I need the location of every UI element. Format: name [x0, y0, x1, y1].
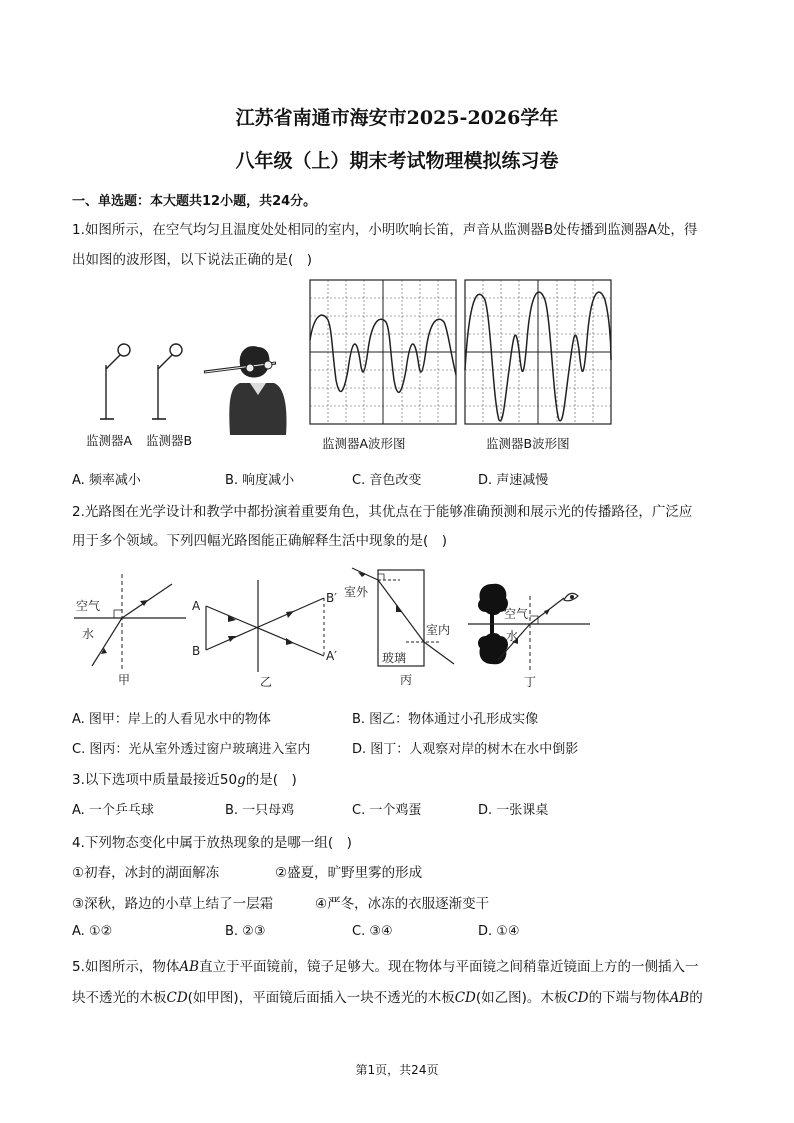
flute-player-icon [204, 346, 287, 435]
bing-outdoor-label: 室外 [344, 585, 369, 599]
waveform-b-chart [465, 280, 612, 425]
q1-option-d[interactable]: D. 声速减慢 [478, 473, 549, 488]
q2-stem-line2: 用于多个领域。下列四幅光路图能正确解释生活中现象的是( ) [72, 533, 448, 549]
label-monitor-b: 监测器B [146, 433, 193, 448]
q5-text: (如甲图)，平面镜后面插入一块不透光的木板 [187, 990, 455, 1006]
q5-stem-line2 [72, 986, 703, 1006]
q5-text: (如乙图)。木板 [475, 990, 568, 1006]
label-monitor-a: 监测器A [86, 433, 133, 448]
q2-option-a[interactable]: A. 图甲：岸上的人看见水中的物体 [72, 712, 271, 727]
q2-option-c[interactable]: C. 图丙：光从室外透过窗户玻璃进入室内 [72, 742, 311, 757]
ding-air-label: 空气 [504, 607, 529, 621]
q4-option-b[interactable]: B. ②③ [225, 924, 266, 939]
q5-text: 块不透光的木板 [72, 990, 167, 1006]
label-wave-b: 监测器B波形图 [486, 436, 570, 451]
q4-item-2: ②盛夏，旷野里雾的形成 [275, 865, 423, 881]
yi-label-b: B [192, 644, 201, 658]
q5-var: CD [454, 990, 476, 1006]
bing-indoor-label: 室内 [426, 623, 451, 637]
q2-option-b[interactable]: B. 图乙：物体通过小孔形成实像 [352, 712, 539, 727]
q3-option-a[interactable]: A. 一个乒乓球 [72, 803, 154, 818]
jia-air-label: 空气 [76, 599, 101, 613]
monitor-b-icon [152, 344, 182, 419]
q5-var: CD [567, 990, 589, 1006]
eye-icon [564, 593, 578, 600]
q2-figure-yi [188, 580, 348, 690]
q4-stem: 4.下列物态变化中属于放热现象的是哪一组( ) [72, 835, 352, 851]
q5-var: CD [166, 990, 188, 1006]
q5-text: 的 [689, 990, 703, 1006]
q2-stem-line1: 2.光路图在光学设计和教学中都扮演着重要角色，其优点在于能够准确预测和展示光的传播路径，广泛应 [72, 504, 693, 520]
q3-option-c[interactable]: C. 一个鸡蛋 [352, 803, 422, 818]
q3-stem-suffix: 的是( ) [245, 772, 297, 788]
q4-item-1: ①初春，冰封的湖面解冻 [72, 865, 220, 881]
q2-figure-bing [344, 564, 464, 690]
q3-stem-value: 50 [219, 772, 238, 788]
jia-caption: 甲 [118, 673, 131, 687]
q4-item-3: ③深秋，路边的小草上结了一层霜 [72, 896, 274, 912]
q5-text: 的下端与物体 [588, 990, 670, 1006]
tree-reflection-icon [478, 624, 508, 664]
yi-label-b-prime: B′ [326, 591, 337, 605]
q1-option-c[interactable]: C. 音色改变 [352, 473, 422, 488]
paper-title-line2: 八年级（上）期末考试物理模拟练习卷 [235, 150, 559, 172]
q2-option-d[interactable]: D. 图丁：人观察对岸的树木在水中倒影 [352, 742, 579, 757]
q3-option-b[interactable]: B. 一只母鸡 [225, 803, 295, 818]
q2-figure-ding [468, 578, 590, 690]
q4-option-a[interactable]: A. ①② [72, 924, 113, 939]
q5-text: 直立于平面镜前，镜子足够大。现在物体与平面镜之间稍靠近镜面上方的一侧插入一 [199, 959, 699, 975]
q3-stem-unit: g [237, 772, 246, 788]
q3-stem-prefix: 3.以下选项中质量最接近 [72, 772, 220, 788]
yi-label-a-prime: A′ [326, 649, 337, 663]
q1-option-b[interactable]: B. 响度减小 [225, 473, 295, 488]
q2-figure-jia [74, 570, 186, 688]
q5-text: 5.如图所示，物体 [72, 959, 180, 975]
label-wave-a: 监测器A波形图 [322, 436, 406, 451]
bing-caption: 丙 [400, 673, 413, 687]
q1-stem-line1: 1.如图所示，在空气均匀且温度处处相同的室内，小明吹响长笛，声音从监测器B处传播到监测器A处，得 [72, 222, 698, 238]
q5-var: AB [669, 990, 690, 1006]
monitor-a-icon [100, 344, 130, 419]
q3-option-d[interactable]: D. 一张课桌 [478, 803, 549, 818]
waveform-a-chart [310, 280, 457, 425]
bing-glass-label: 玻璃 [382, 651, 407, 665]
section-heading: 一、单选题：本大题共12小题，共24分。 [72, 194, 317, 209]
q3-stem [72, 768, 297, 788]
q5-stem-line1 [72, 955, 699, 975]
q4-option-c[interactable]: C. ③④ [352, 924, 393, 939]
page-footer: 第1页，共24页 [355, 1063, 439, 1077]
ding-caption: 丁 [524, 675, 537, 689]
q1-option-a[interactable]: A. 频率减小 [72, 473, 141, 488]
ding-water-label: 水 [506, 629, 519, 643]
q1-stem-line2: 出如图的波形图，以下说法正确的是( ) [72, 252, 313, 268]
q4-option-d[interactable]: D. ①④ [478, 924, 520, 939]
paper-title-line1: 江苏省南通市海安市2025-2026学年 [235, 107, 559, 129]
yi-label-a: A [192, 599, 201, 613]
q5-var: AB [179, 959, 200, 975]
q4-item-4: ④严冬，冰冻的衣服逐渐变干 [315, 896, 490, 912]
yi-caption: 乙 [260, 675, 273, 689]
jia-water-label: 水 [82, 627, 95, 641]
